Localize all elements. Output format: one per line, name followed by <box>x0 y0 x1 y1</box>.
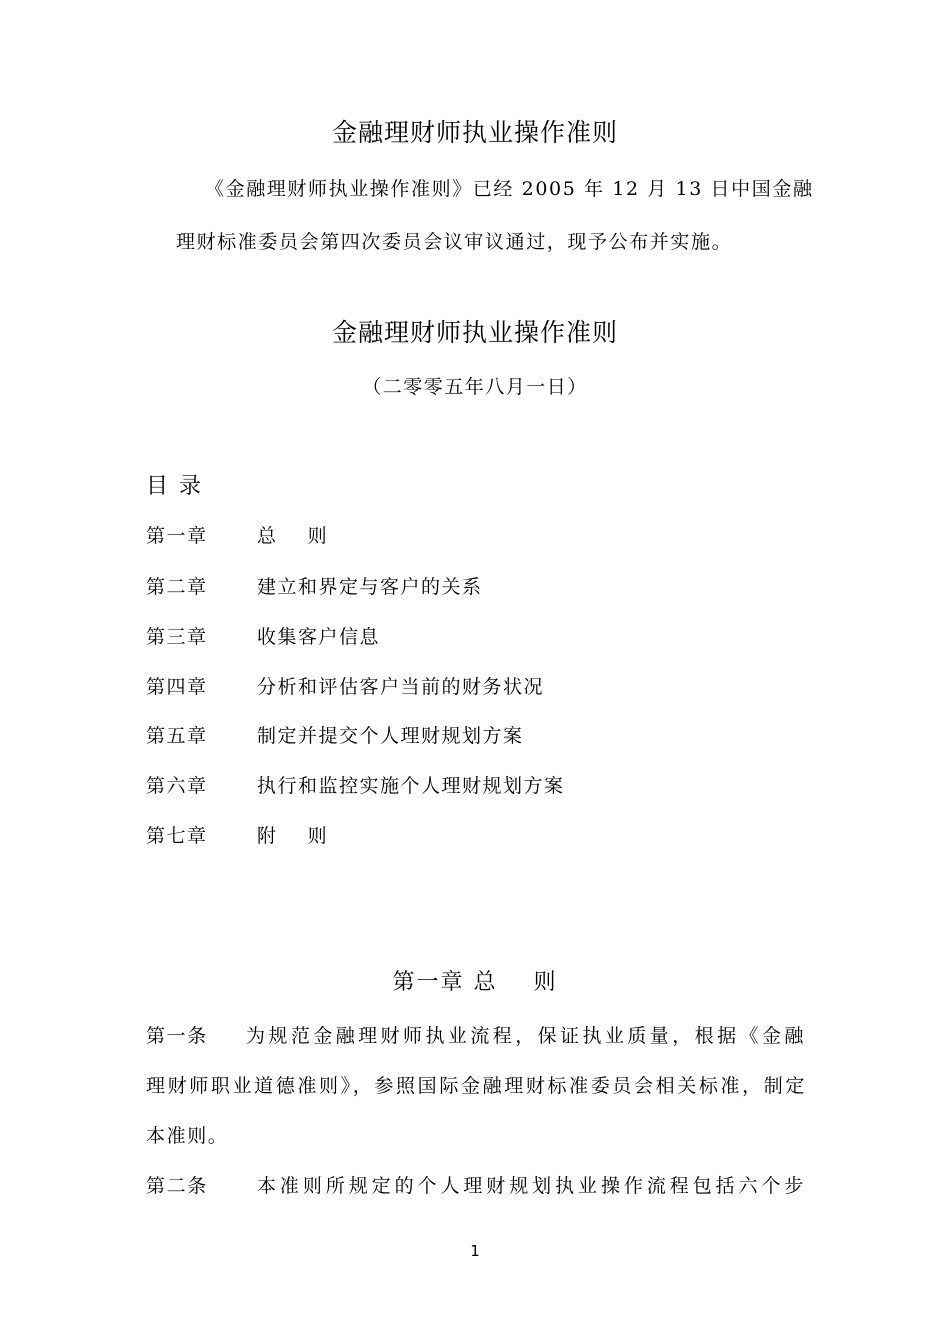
toc-chapter: 第六章 <box>146 775 208 797</box>
toc-chapter-name: 收集客户信息 <box>257 626 381 648</box>
toc-chapter-name: 附 则 <box>257 825 329 847</box>
toc-heading: 目 录 <box>146 474 203 499</box>
page-number: 1 <box>470 1242 480 1260</box>
toc-chapter: 第二章 <box>146 576 208 598</box>
toc-chapter: 第四章 <box>146 676 208 698</box>
document-title: 金融理财师执业操作准则 <box>331 118 618 147</box>
toc-chapter-name: 建立和界定与客户的关系 <box>257 576 483 598</box>
toc-chapter: 第三章 <box>146 626 208 648</box>
toc-chapter-name: 执行和监控实施个人理财规划方案 <box>257 775 565 797</box>
article-2-line-1: 本准则所规定的个人理财规划执业操作流程包括六个步 <box>257 1175 805 1197</box>
intro-line-1: 《金融理财师执业操作准则》已经 2005 年 12 月 13 日中国金融 <box>205 178 814 200</box>
toc-chapter: 第七章 <box>146 825 208 847</box>
article-1-label: 第一条 <box>146 1025 208 1047</box>
toc-chapter: 第一章 <box>146 525 208 547</box>
toc-chapter-name: 制定并提交个人理财规划方案 <box>257 725 524 747</box>
toc-chapter-name: 分析和评估客户当前的财务状况 <box>257 676 545 698</box>
chapter-1-heading: 第一章 总 则 <box>392 970 558 995</box>
article-1-line-2: 理财师职业道德准则》，参照国际金融理财标准委员会相关标准，制定 <box>146 1075 805 1097</box>
article-1-line-3: 本准则。 <box>146 1125 229 1147</box>
article-2-label: 第二条 <box>146 1175 208 1197</box>
intro-line-2: 理财标准委员会第四次委员会议审议通过，现予公布并实施。 <box>176 231 733 253</box>
document-date: （二零零五年八月一日） <box>362 376 588 398</box>
document-title-2: 金融理财师执业操作准则 <box>331 318 618 347</box>
toc-chapter-name: 总 则 <box>257 525 329 547</box>
toc-chapter: 第五章 <box>146 725 208 747</box>
article-1-line-1: 为规范金融理财师执业流程，保证执业质量，根据《金融 <box>246 1025 805 1047</box>
